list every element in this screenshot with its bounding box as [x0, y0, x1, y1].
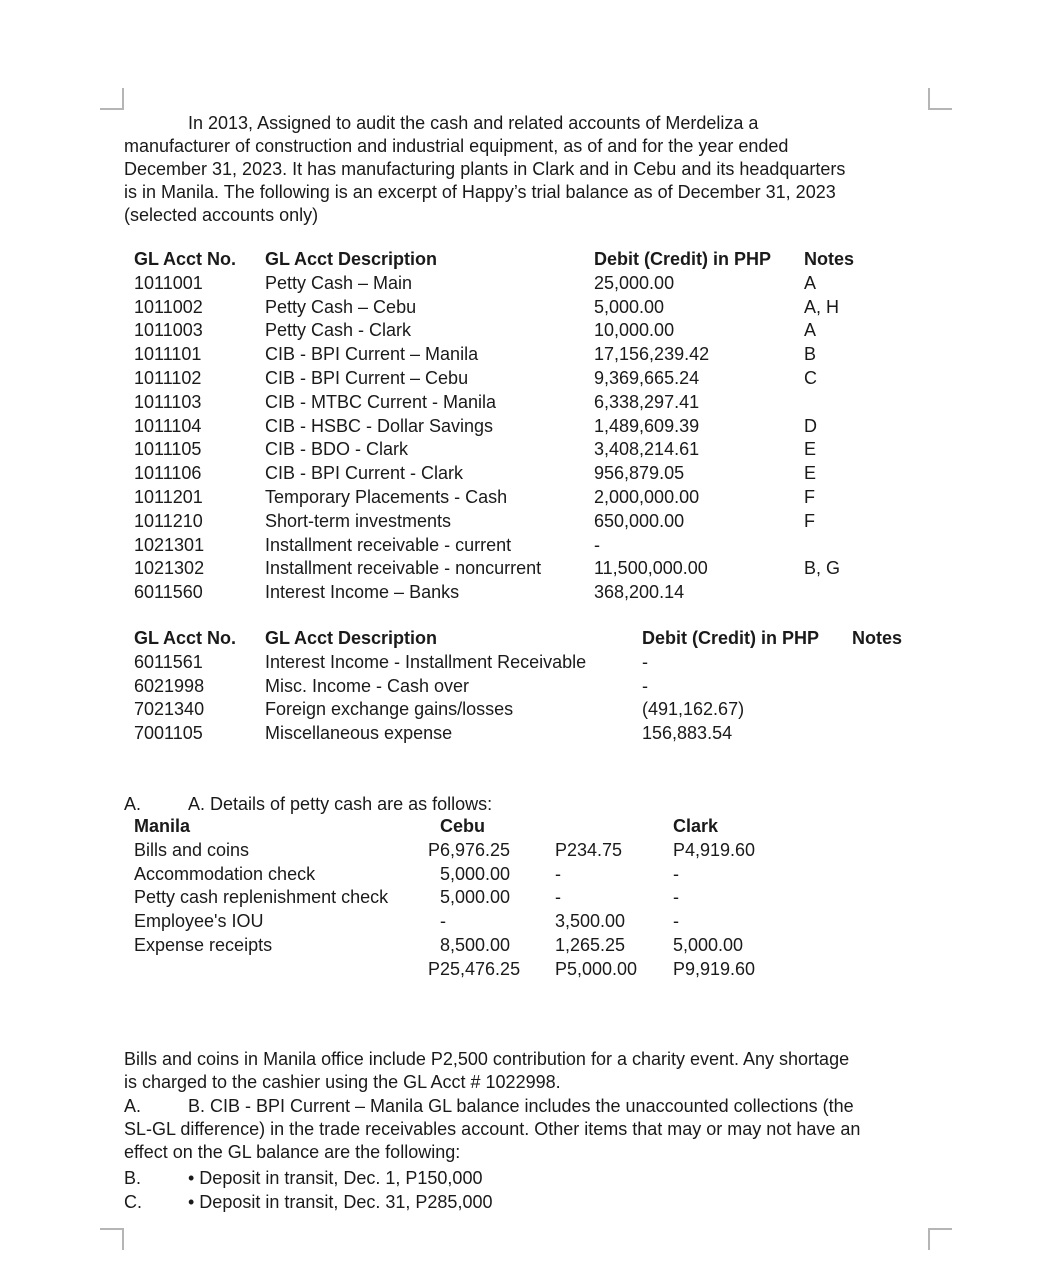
petty-marker: A. — [124, 794, 142, 814]
petty-cell-clark: - — [673, 863, 679, 884]
cell-acct-no: 1021301 — [134, 534, 205, 555]
table-row — [134, 722, 914, 746]
cell-amount: 10,000.00 — [594, 320, 675, 341]
table-row — [134, 486, 894, 510]
cell-amount: 956,879.05 — [594, 463, 685, 484]
petty-header-cebu: Cebu — [440, 816, 485, 836]
table-row — [134, 343, 894, 367]
crop-mark-bottom-left — [100, 1228, 124, 1250]
table-row — [134, 319, 894, 343]
intro-line: is in Manila. The following is an excerpt of Happy’s trial balance as of December 31, 2023 — [124, 182, 836, 202]
petty-total-cebu: P25,476.25 — [428, 958, 521, 979]
header-amount: Debit (Credit) in PHP — [642, 628, 820, 648]
petty-cell-clark: - — [673, 911, 679, 932]
bullet-deposit-dec1: • Deposit in transit, Dec. 1, P150,000 — [188, 1168, 483, 1188]
petty-cell-col2: P234.75 — [555, 839, 623, 860]
petty-cell-cebu: P6,976.25 — [428, 839, 511, 860]
cell-acct-no: 1011102 — [134, 367, 202, 388]
petty-item-label: Petty cash replenishment check — [134, 887, 389, 908]
table-row — [134, 510, 894, 534]
petty-item-label: Expense receipts — [134, 934, 273, 955]
cell-notes: A — [804, 320, 817, 341]
cell-notes: F — [804, 510, 815, 531]
petty-cell-col2: 1,265.25 — [555, 934, 626, 955]
cell-amount: 9,369,665.24 — [594, 367, 700, 388]
header-amount: Debit (Credit) in PHP — [594, 249, 772, 269]
table-row — [134, 557, 894, 581]
cell-amount: - — [642, 675, 648, 696]
table-row — [134, 462, 894, 486]
cell-amount: 11,500,000.00 — [594, 558, 708, 579]
cell-notes: D — [804, 415, 817, 436]
cell-acct-no: 1011104 — [134, 415, 202, 436]
cell-description: Short-term investments — [265, 510, 452, 531]
petty-cell-col2: - — [555, 863, 561, 884]
cell-description: CIB - HSBC - Dollar Savings — [265, 415, 494, 436]
table-row — [134, 581, 894, 605]
intro-line: December 31, 2023. It has manufacturing plants in Clark and in Cebu and its headquarters — [124, 159, 846, 179]
cell-description: CIB - BDO - Clark — [265, 439, 409, 460]
cell-amount: 156,883.54 — [642, 723, 733, 744]
table-row — [134, 415, 894, 439]
petty-total-col2: P5,000.00 — [555, 958, 638, 979]
petty-header-row — [134, 815, 794, 839]
cell-notes: E — [804, 439, 817, 460]
cell-acct-no: 1011210 — [134, 510, 203, 531]
cell-description: Installment receivable - noncurrent — [265, 558, 542, 579]
table-row — [134, 934, 794, 958]
cell-acct-no: 1011001 — [134, 272, 203, 293]
cell-description: CIB - BPI Current - Clark — [265, 463, 464, 484]
cell-description: Installment receivable - current — [265, 534, 512, 555]
cell-amount: 5,000.00 — [594, 296, 665, 317]
header-acct-no: GL Acct No. — [134, 628, 237, 648]
table-row — [134, 391, 894, 415]
cell-notes: A, H — [804, 296, 840, 317]
cell-amount: 2,000,000.00 — [594, 486, 700, 507]
cell-notes: B, G — [804, 558, 841, 579]
note-line: SL-GL difference) in the trade receivables account. Other items that may or may not have an — [124, 1119, 861, 1139]
petty-item-label: Accommodation check — [134, 863, 316, 884]
intro-line: In 2013, Assigned to audit the cash and related accounts of Merdeliza a — [188, 113, 759, 133]
table-row — [134, 910, 794, 934]
table-row — [134, 698, 914, 722]
table-header-row — [134, 627, 914, 651]
cell-notes: E — [804, 463, 817, 484]
petty-cell-cebu: 5,000.00 — [440, 863, 511, 884]
cell-acct-no: 6011561 — [134, 651, 203, 672]
header-notes: Notes — [852, 628, 903, 648]
cell-acct-no: 7001105 — [134, 723, 203, 744]
cell-description: Misc. Income - Cash over — [265, 675, 470, 696]
crop-mark-top-left — [100, 88, 124, 110]
cell-description: Petty Cash – Cebu — [265, 296, 417, 317]
note-line: is charged to the cashier using the GL Acct # 1022998. — [124, 1072, 561, 1092]
cell-description: Temporary Placements - Cash — [265, 486, 508, 507]
petty-totals-row — [134, 958, 794, 982]
cell-description: Petty Cash – Main — [265, 272, 413, 293]
table-row — [134, 367, 894, 391]
cell-amount: 1,489,609.39 — [594, 415, 700, 436]
petty-cell-cebu: 8,500.00 — [440, 934, 511, 955]
petty-cell-col2: 3,500.00 — [555, 911, 626, 932]
cell-acct-no: 6011560 — [134, 582, 203, 603]
petty-cell-clark: 5,000.00 — [673, 934, 744, 955]
table-row — [134, 534, 894, 558]
cell-acct-no: 1011201 — [134, 486, 203, 507]
table-header-row — [134, 248, 894, 272]
petty-cell-clark: - — [673, 887, 679, 908]
cell-description: Petty Cash - Clark — [265, 320, 412, 341]
bullet-deposit-dec31: • Deposit in transit, Dec. 31, P285,000 — [188, 1192, 493, 1212]
cell-acct-no: 1011101 — [134, 344, 202, 365]
note-paragraph-2 — [124, 1095, 860, 1164]
cell-amount: - — [642, 651, 648, 672]
cell-description: CIB - MTBC Current - Manila — [265, 391, 497, 412]
cell-acct-no: 7021340 — [134, 699, 205, 720]
cell-description: Foreign exchange gains/losses — [265, 699, 514, 720]
crop-mark-bottom-right — [928, 1228, 952, 1250]
bullet-marker-c: C. — [124, 1192, 142, 1212]
petty-title: A. Details of petty cash are as follows: — [188, 794, 493, 814]
note-line: Bills and coins in Manila office include P2,500 contribution for a charity event. Any shortage — [124, 1049, 850, 1069]
cell-amount: (491,162.67) — [642, 699, 745, 720]
petty-cell-cebu: - — [440, 911, 446, 932]
cell-notes: F — [804, 486, 815, 507]
table-row — [134, 651, 914, 675]
petty-cell-clark: P4,919.60 — [673, 839, 756, 860]
table-row — [134, 839, 794, 863]
cell-acct-no: 1011106 — [134, 463, 202, 484]
cell-amount: 650,000.00 — [594, 510, 685, 531]
header-description: GL Acct Description — [265, 249, 438, 269]
cell-acct-no: 1011105 — [134, 439, 202, 460]
trial-balance-table-2 — [134, 627, 914, 746]
cell-amount: 6,338,297.41 — [594, 391, 700, 412]
intro-line: (selected accounts only) — [124, 205, 319, 225]
intro-line: manufacturer of construction and industrial equipment, as of and for the year ended — [124, 136, 789, 156]
petty-total-clark: P9,919.60 — [673, 958, 756, 979]
cell-notes: C — [804, 367, 817, 388]
cell-amount: - — [594, 534, 600, 555]
petty-cell-col2: - — [555, 887, 561, 908]
cell-acct-no: 1011003 — [134, 320, 203, 341]
header-description: GL Acct Description — [265, 628, 438, 648]
note-line: effect on the GL balance are the following: — [124, 1142, 461, 1162]
cell-description: Interest Income – Banks — [265, 582, 460, 603]
bullet-marker-b: B. — [124, 1168, 142, 1188]
petty-item-label: Bills and coins — [134, 839, 250, 860]
header-notes: Notes — [804, 249, 855, 269]
cell-notes: A — [804, 272, 817, 293]
trial-balance-table-1 — [134, 248, 894, 605]
crop-mark-top-right — [928, 88, 952, 110]
petty-cell-cebu: 5,000.00 — [440, 887, 511, 908]
cell-amount: 17,156,239.42 — [594, 344, 710, 365]
petty-item-label: Employee's IOU — [134, 911, 264, 932]
intro-paragraph — [124, 112, 924, 227]
petty-header-manila: Manila — [134, 816, 191, 836]
petty-header-clark: Clark — [673, 816, 719, 836]
cell-acct-no: 1011002 — [134, 296, 203, 317]
note-paragraph-1 — [124, 1048, 849, 1094]
header-acct-no: GL Acct No. — [134, 249, 237, 269]
cell-acct-no: 1021302 — [134, 558, 205, 579]
table-row — [134, 863, 794, 887]
table-row — [134, 438, 894, 462]
cell-description: CIB - BPI Current – Cebu — [265, 367, 469, 388]
petty-cash-table — [134, 815, 794, 982]
table-row — [134, 296, 894, 320]
cell-description: Miscellaneous expense — [265, 723, 453, 744]
table-row — [134, 675, 914, 699]
cell-acct-no: 6021998 — [134, 675, 205, 696]
table-row — [134, 886, 794, 910]
cell-description: CIB - BPI Current – Manila — [265, 344, 479, 365]
note-line: B. CIB - BPI Current – Manila GL balance includes the unaccounted collections (the — [188, 1096, 854, 1116]
cell-amount: 368,200.14 — [594, 582, 685, 603]
cell-amount: 3,408,214.61 — [594, 439, 700, 460]
cell-description: Interest Income - Installment Receivable — [265, 651, 587, 672]
table-row — [134, 272, 894, 296]
cell-notes: B — [804, 344, 817, 365]
cell-acct-no: 1011103 — [134, 391, 202, 412]
note-marker-a: A. — [124, 1096, 142, 1116]
cell-amount: 25,000.00 — [594, 272, 675, 293]
